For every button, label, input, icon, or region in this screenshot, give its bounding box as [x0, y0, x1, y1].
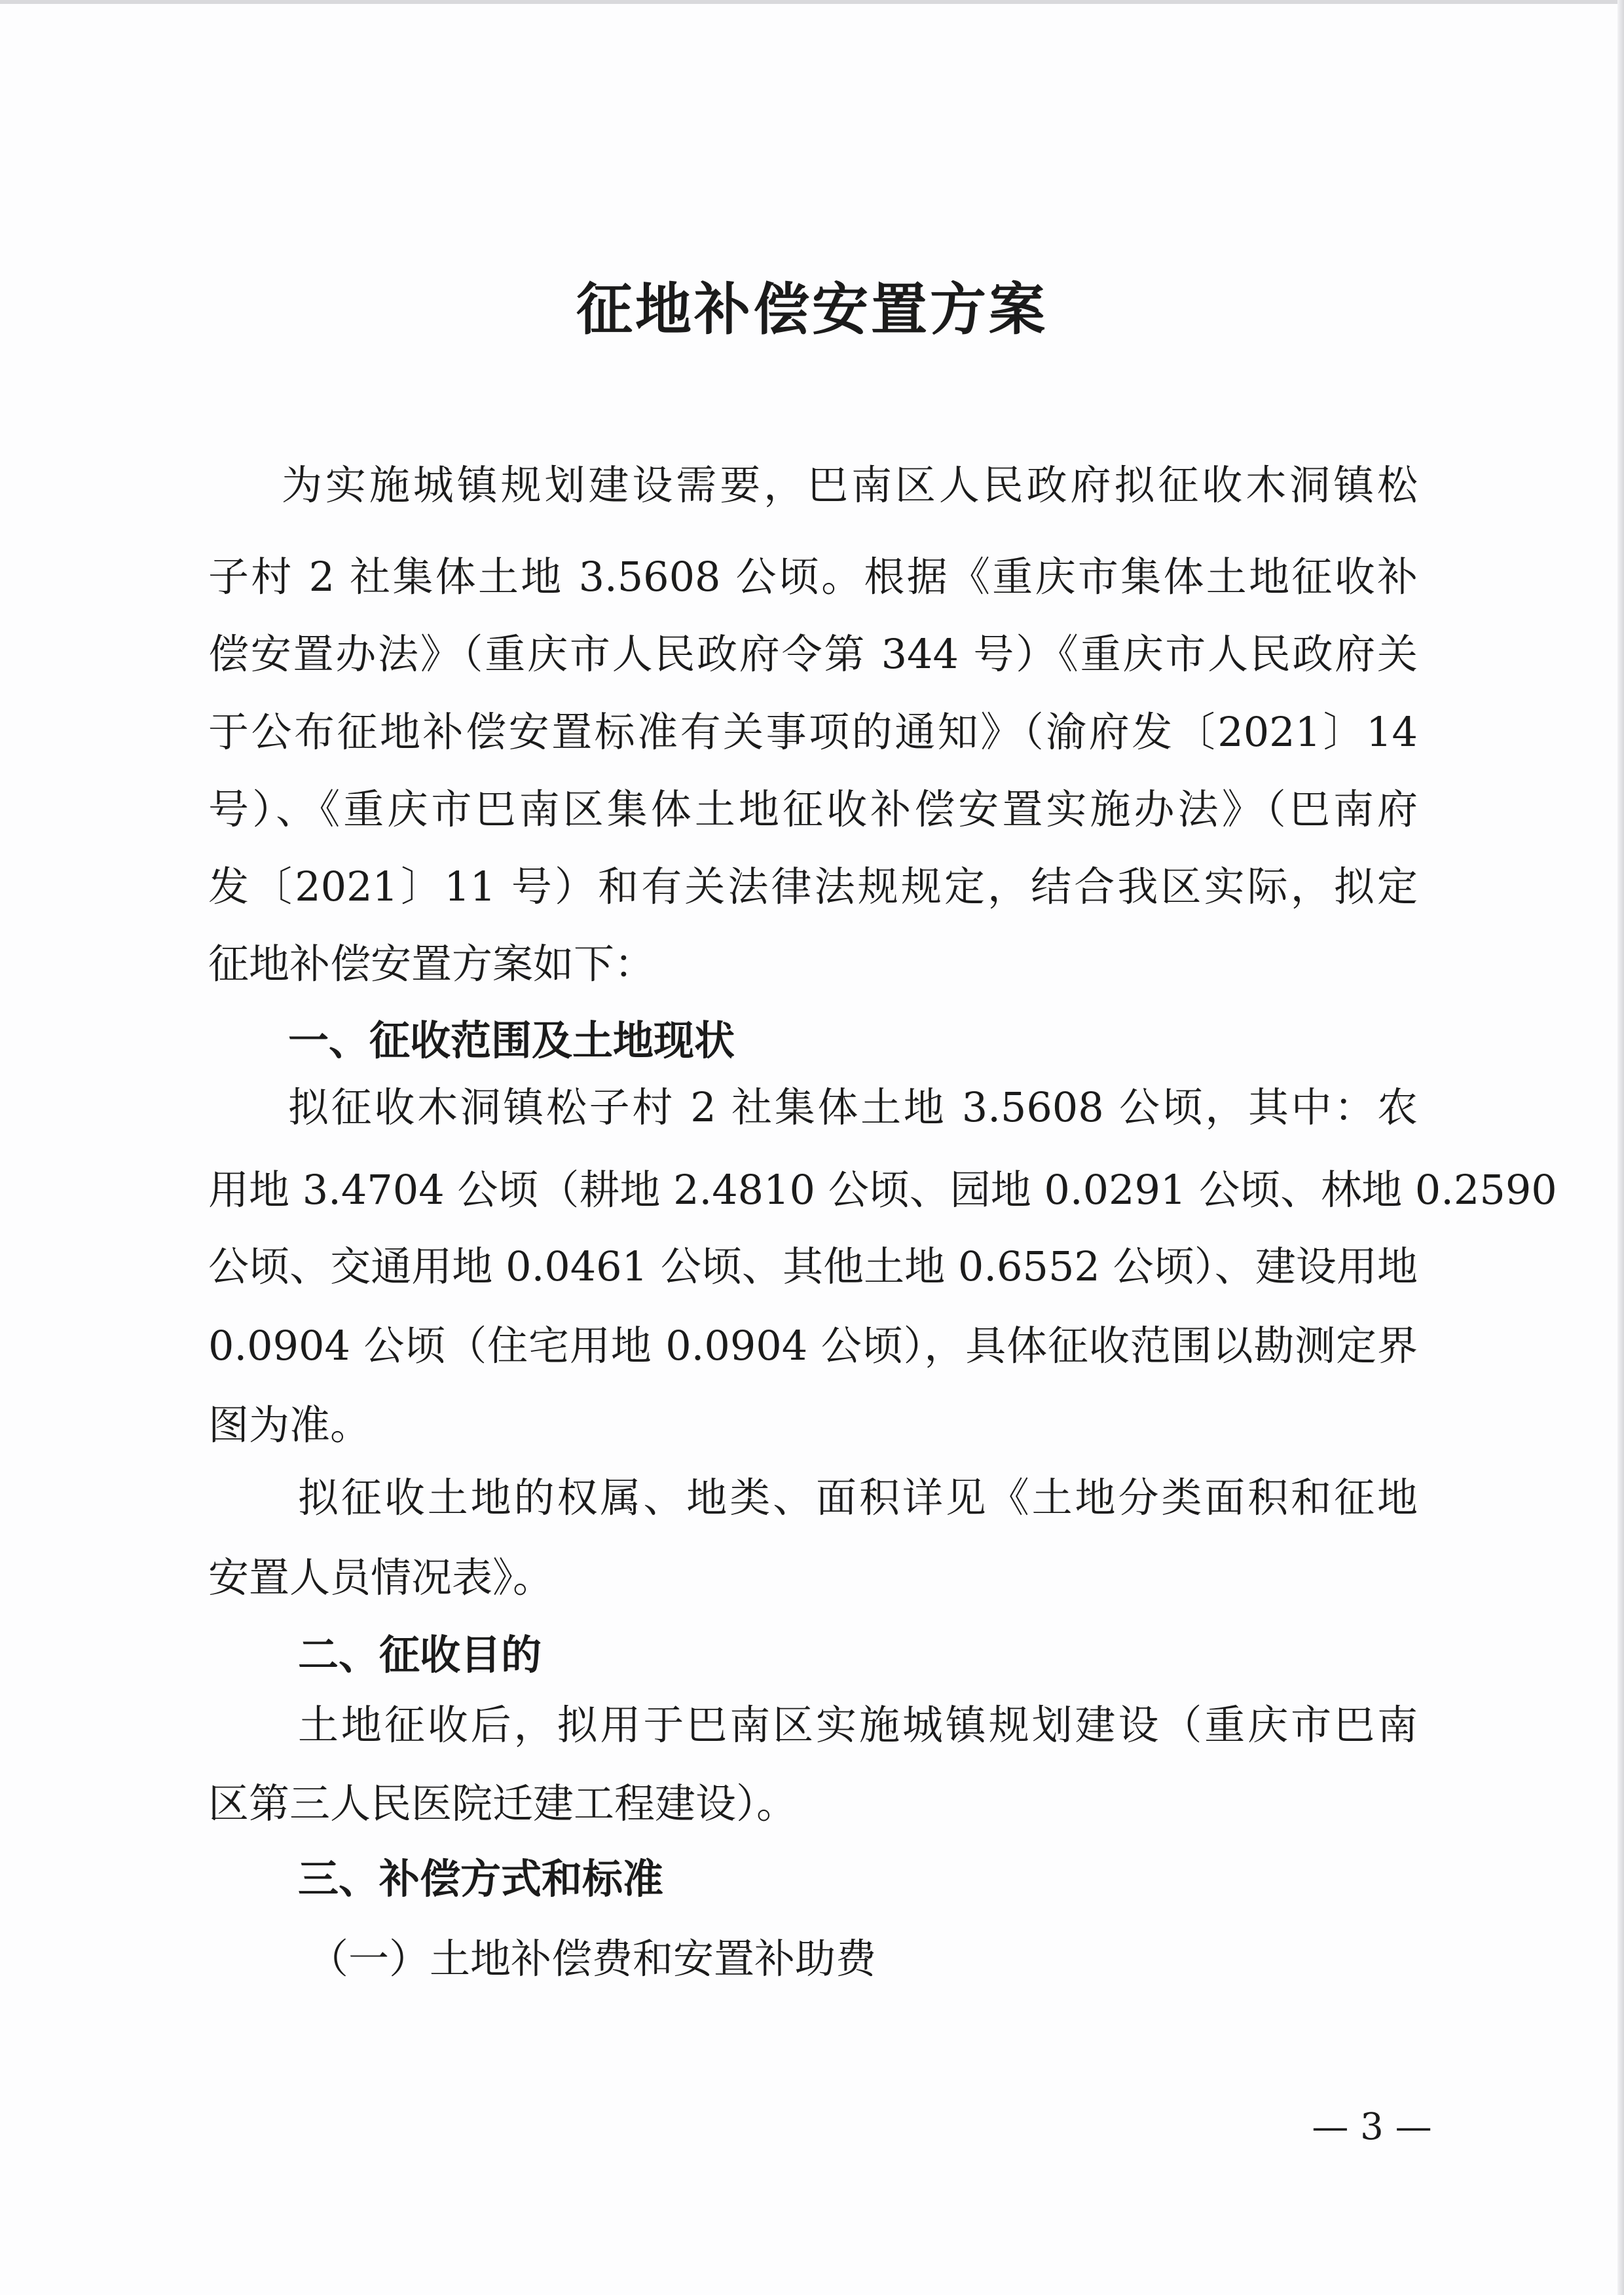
section1-para1-line-3: 公顷、交通用地 0.0461 公顷、其他土地 0.6552 公顷）、建设用地: [208, 1242, 1418, 1290]
section-heading-1: 一、征收范围及土地现状: [288, 1017, 735, 1064]
intro-line-1: 为实施城镇规划建设需要，巴南区人民政府拟征收木洞镇松: [282, 461, 1418, 509]
section2-para-line-2: 区第三人民医院迁建工程建设）。: [208, 1780, 798, 1827]
intro-line-3: 偿安置办法》（重庆市人民政府令第 344 号）《重庆市人民政府关: [208, 630, 1418, 678]
intro-line-5: 号）、《重庆市巴南区集体土地征收补偿安置实施办法》（巴南府: [208, 785, 1418, 833]
page-number: — 3 —: [1312, 2106, 1432, 2148]
section1-para1-line-2: 用地 3.4704 公顷（耕地 2.4810 公顷、园地 0.0291 公顷、林地 0.2590: [208, 1166, 1557, 1214]
scan-edge-right: [1617, 0, 1624, 2295]
section1-para2-line-2: 安置人员情况表》。: [208, 1554, 554, 1601]
scan-edge-top: [0, 0, 1624, 4]
section1-para1-line-1: 拟征收木洞镇松子村 2 社集体土地 3.5608 公顷，其中：农: [288, 1083, 1418, 1131]
intro-line-4: 于公布征地补偿安置标准有关事项的通知》（渝府发〔2021〕14: [208, 708, 1418, 756]
document-title: 征地补偿安置方案: [576, 277, 1048, 343]
section1-para1-line-5: 图为准。: [208, 1401, 371, 1449]
section-heading-3: 三、补偿方式和标准: [298, 1855, 664, 1903]
section1-para2-line-1: 拟征收土地的权属、地类、面积详见《土地分类面积和征地: [298, 1474, 1418, 1521]
intro-line-2: 子村 2 社集体土地 3.5608 公顷。根据《重庆市集体土地征收补: [208, 553, 1418, 601]
intro-line-7: 征地补偿安置方案如下：: [208, 940, 655, 988]
section2-para-line-1: 土地征收后，拟用于巴南区实施城镇规划建设（重庆市巴南: [298, 1701, 1418, 1749]
intro-line-6: 发〔2021〕11 号）和有关法律法规规定，结合我区实际，拟定: [208, 863, 1418, 910]
section-heading-2: 二、征收目的: [298, 1631, 542, 1679]
section1-para1-line-4: 0.0904 公顷（住宅用地 0.0904 公顷），具体征收范围以勘测定界: [208, 1322, 1418, 1370]
section3-subheading-1: （一）土地补偿费和安置补助费: [308, 1935, 877, 1983]
